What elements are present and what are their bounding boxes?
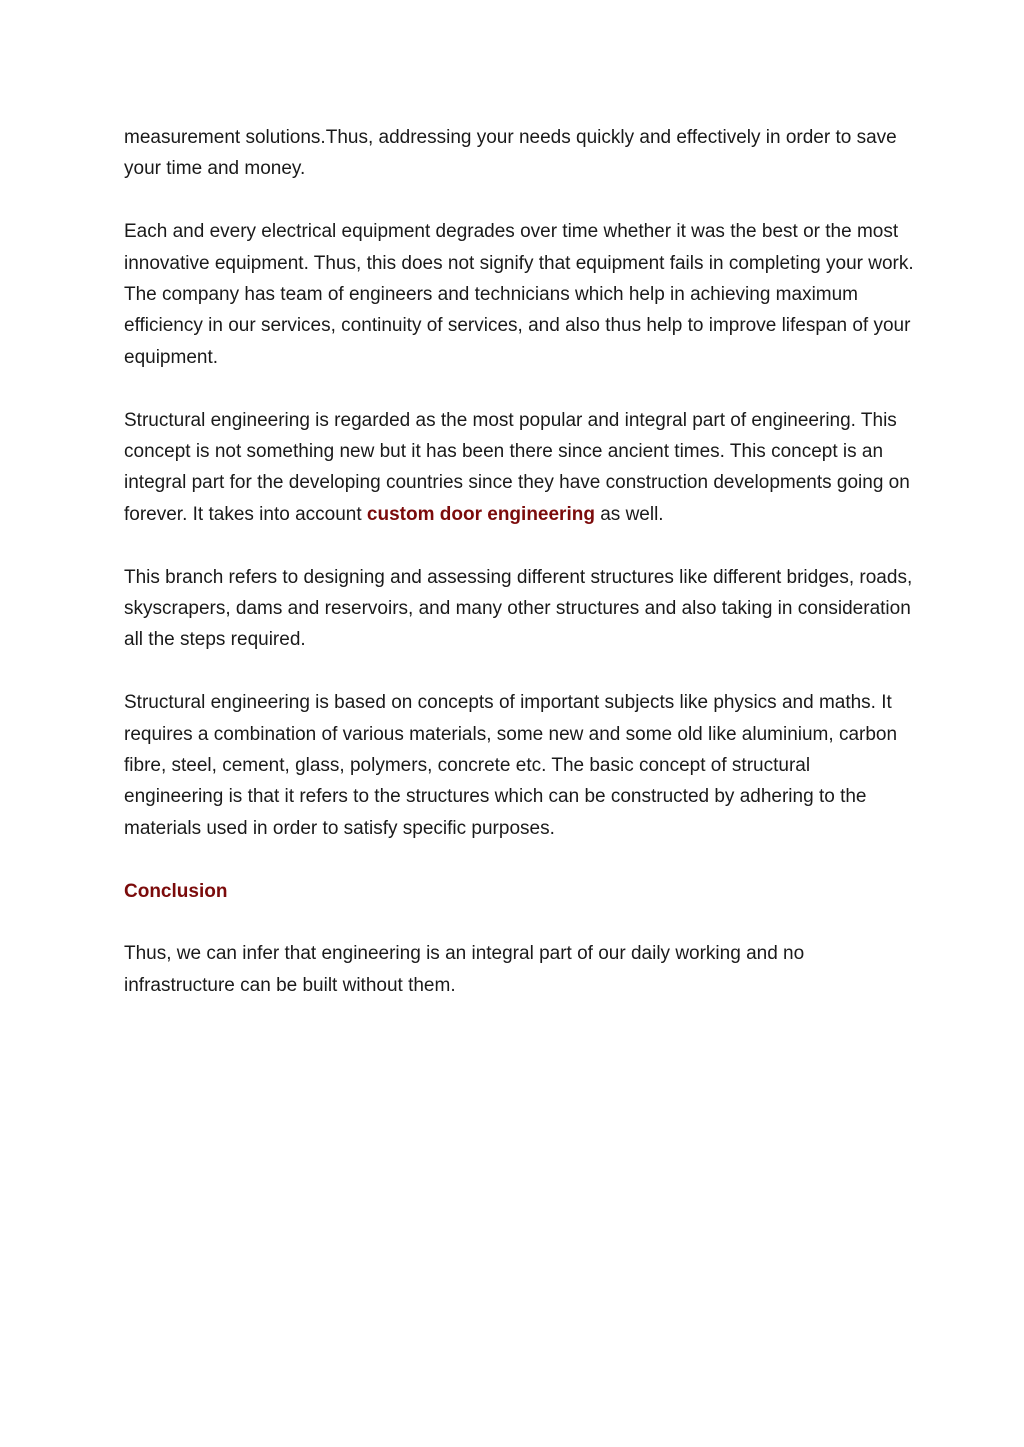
custom-door-engineering-link[interactable]: custom door engineering bbox=[366, 503, 595, 525]
paragraph-text-after-link: as well. bbox=[594, 503, 664, 525]
conclusion-paragraph: Thus, we can infer that engineering is an integral part of our daily working and no infrastructure can be built without them. bbox=[124, 943, 805, 996]
paragraph-branch-structures: This branch refers to designing and assessing different structures like different bridges, roads, skyscrapers, dams and reservoirs, and many other structures and also taking in consideration all the steps required. bbox=[124, 566, 913, 651]
paragraph-text-before-link: Structural engineering is regarded as the most popular and integral part of engineering. This concept is not something new but it has been there since ancient times. This concept is an integral part for the developing countries since they have construction developments going on forever. It takes into account bbox=[124, 409, 910, 525]
paragraph-structural-engineering-intro bbox=[124, 405, 914, 531]
document-body bbox=[124, 122, 914, 1033]
paragraph-materials: Structural engineering is based on concepts of important subjects like physics and maths. It requires a combination of various materials, some new and some old like aluminium, carbon fibre, steel, cement, glass, polymers, concrete etc. The basic concept of structural engineering is that it refers to the structures which can be constructed by adhering to the materials used in order to satisfy specific purposes. bbox=[124, 692, 898, 839]
conclusion-heading: Conclusion bbox=[124, 880, 228, 902]
paragraph-measurement: measurement solutions.Thus, addressing your needs quickly and effectively in order to save your time and money. bbox=[124, 127, 897, 180]
paragraph-electrical-equipment: Each and every electrical equipment degrades over time whether it was the best or the most innovative equipment. Thus, this does not signify that equipment fails in completing your work. The company has team of engineers and technicians which help in achieving maximum efficiency in our services, continuity of services, and also thus help to improve lifespan of your equipment. bbox=[124, 221, 914, 368]
